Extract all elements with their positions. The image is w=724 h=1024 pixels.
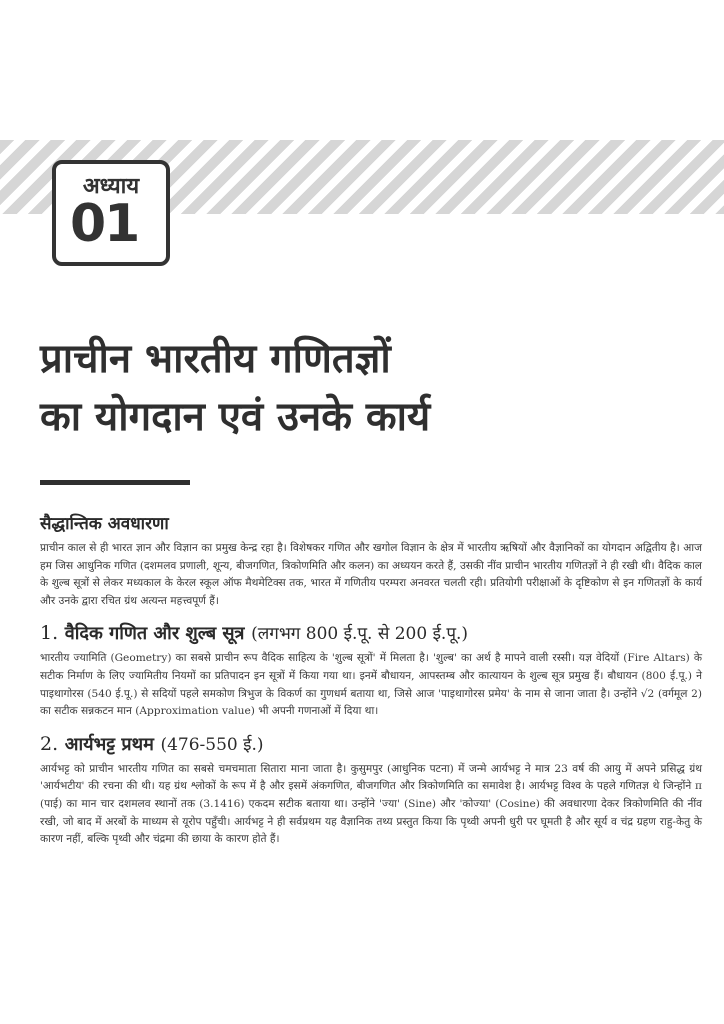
- chapter-title-line-2: का योगदान एवं उनके कार्य: [40, 394, 431, 440]
- section-title: आर्यभट्ट प्रथम: [64, 733, 154, 755]
- section-heading-vedic: [40, 620, 702, 647]
- section-title: वैदिक गणित और शुल्ब सूत्र: [64, 623, 245, 645]
- chapter-title: [40, 330, 700, 446]
- section-number: 1.: [40, 622, 59, 645]
- chapter-badge: [52, 160, 170, 266]
- concept-heading: सैद्धान्तिक अवधारणा: [40, 514, 169, 534]
- section-paragraph-vedic: भारतीय ज्यामिति (Geometry) का सबसे प्राचीन रूप वैदिक साहित्य के 'शुल्ब सूत्रों' में मिलता है। 'शुल्ब' का अर्थ है मापने वाली रस्सी। यज्ञ वेदियों (Fire Altars) के सटीक निर्माण के लिए ज्यामितीय नियमों का प्रतिपादन इन सूत्रों में किया गया था। इनमें बौधायन, आपस्तम्ब और कात्यायन के शुल्ब सूत्र प्रमुख हैं। बौधायन (800 ई.पू.) ने पाइथागोरस (540 ई.पू.) से सदियों पहले समकोण त्रिभुज के विकर्ण का गुणधर्म बताया था, जिसे आज 'पाइथागोरस प्रमेय' के नाम से जाना जाता है। उन्होंने √2 (वर्गमूल 2) का सटीक सन्नकटन मान (Approximation value) भी अपनी गणनाओं में दिया था।: [40, 652, 702, 718]
- chapter-body: [40, 512, 702, 849]
- chapter-title-line-1: प्राचीन भारतीय गणितज्ञों: [40, 336, 391, 382]
- section-paragraph-aryabhata: आर्यभट्ट को प्राचीन भारतीय गणित का सबसे चमचमाता सितारा माना जाता है। कुसुमपुर (आधुनिक पटना) में जन्मे आर्यभट्ट ने मात्र 23 वर्ष की आयु में अपने प्रसिद्ध ग्रंथ 'आर्यभटीय' की रचना की थी। यह ग्रंथ श्लोकों के रूप में है और इसमें अंकगणित, बीजगणित और त्रिकोणमिति का समावेश है। आर्यभट्ट विश्व के पहले गणितज्ञ थे जिन्होंने π (पाई) का मान चार दशमलव स्थानों तक (3.1416) एकदम सटीक बताया था। उन्होंने 'ज्या' (Sine) और 'कोज्या' (Cosine) की अवधारणा देकर त्रिकोणमिति की नींव रखी, जो बाद में अरबों के माध्यम से यूरोप पहुँची। आर्यभट्ट ने ही सर्वप्रथम यह वैज्ञानिक तथ्य प्रस्तुत किया कि पृथ्वी अपनी धुरी पर घूमती है और सूर्य व चंद्र ग्रहण राहु-केतु के कारण नहीं, बल्कि पृथ्वी और चंद्रमा की छाया के कारण होते हैं।: [40, 762, 702, 846]
- chapter-label: अध्याय: [82, 174, 140, 199]
- concept-paragraph: प्राचीन काल से ही भारत ज्ञान और विज्ञान का प्रमुख केन्द्र रहा है। विशेषकर गणित और खगोल विज्ञान के क्षेत्र में भारतीय ऋषियों और वैज्ञानिकों का योगदान अद्वितीय है। आज हम जिस आधुनिक गणित (दशमलव प्रणाली, शून्य, बीजगणित, त्रिकोणमिति और कलन) का अध्ययन करते हैं, उसकी नींव प्राचीन भारतीय गणितज्ञों ने ही रखी थी। वैदिक काल के शुल्ब सूत्रों से लेकर मध्यकाल के केरल स्कूल ऑफ मैथमेटिक्स तक, भारत में गणितीय परम्परा अनवरत चलती रही। प्रतियोगी परीक्षाओं के दृष्टिकोण से इन गणितज्ञों के कार्य और उनके द्वारा रचित ग्रंथ अत्यन्त महत्त्वपूर्ण हैं।: [40, 542, 702, 607]
- section-period: (476-550 ई.): [160, 734, 264, 755]
- section-number: 2.: [40, 732, 59, 755]
- section-heading-aryabhata: [40, 731, 702, 758]
- section-period: (लगभग 800 ई.पू. से 200 ई.पू.): [251, 624, 469, 645]
- chapter-number: 01: [70, 194, 139, 254]
- title-underline: [40, 480, 190, 485]
